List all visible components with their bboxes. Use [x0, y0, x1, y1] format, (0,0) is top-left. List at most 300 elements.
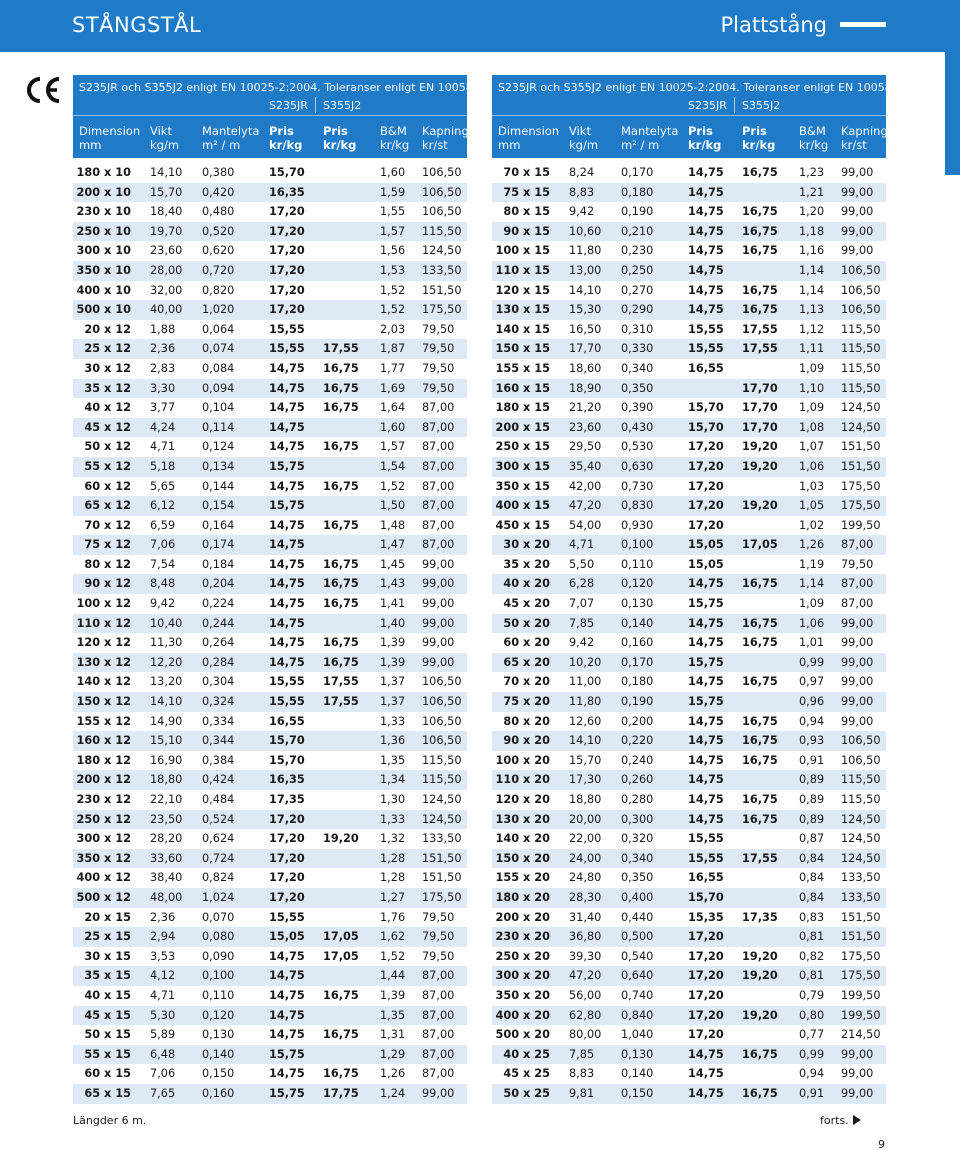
cell-vikt: 5,65	[150, 479, 176, 493]
table-row	[492, 398, 886, 418]
cell-bm: 0,96	[799, 695, 825, 709]
cell-kapning: 151,50	[841, 930, 881, 944]
cell-pris-s355: 16,75	[323, 518, 359, 532]
cell-kapning: 124,50	[422, 244, 462, 258]
cell-pris-s235: 17,20	[269, 224, 305, 238]
table-row	[73, 594, 467, 614]
cell-kapning: 99,00	[422, 636, 455, 650]
cell-pris-s235: 17,20	[688, 479, 724, 493]
table-row	[73, 574, 467, 594]
cell-bm: 1,27	[380, 890, 406, 904]
table-row	[492, 653, 886, 673]
cell-mantelyta: 0,094	[202, 381, 235, 395]
cell-dimension: 80 x 12	[84, 557, 131, 571]
cell-mantelyta: 0,430	[621, 420, 654, 434]
cell-mantelyta: 0,180	[621, 185, 654, 199]
cell-kapning: 87,00	[422, 988, 455, 1002]
cell-bm: 1,69	[380, 381, 406, 395]
cell-dimension: 60 x 12	[84, 479, 131, 493]
cell-pris-s355: 16,75	[742, 636, 778, 650]
cell-bm: 1,76	[380, 910, 406, 924]
col-mantelyta: Mantelyta m² / m	[202, 124, 260, 152]
cell-kapning: 124,50	[841, 832, 881, 846]
cell-vikt: 13,20	[150, 675, 183, 689]
cell-bm: 1,55	[380, 205, 406, 219]
cell-kapning: 106,50	[422, 734, 462, 748]
table-row	[73, 555, 467, 575]
cell-dimension: 70 x 20	[503, 675, 550, 689]
cell-bm: 1,36	[380, 734, 406, 748]
cell-kapning: 115,50	[841, 381, 881, 395]
cell-dimension: 400 x 10	[76, 283, 131, 297]
cell-bm: 1,14	[799, 577, 825, 591]
cell-mantelyta: 0,154	[202, 499, 235, 513]
table-row	[73, 633, 467, 653]
cell-vikt: 4,24	[150, 420, 176, 434]
cell-pris-s235: 14,75	[269, 420, 305, 434]
cell-mantelyta: 0,740	[621, 988, 654, 1002]
cell-kapning: 106,50	[841, 734, 881, 748]
cell-mantelyta: 0,270	[621, 283, 654, 297]
cell-dimension: 45 x 25	[503, 1067, 550, 1081]
cell-bm: 1,30	[380, 793, 406, 806]
cell-bm: 1,26	[380, 1067, 406, 1081]
cell-dimension: 35 x 20	[503, 557, 550, 571]
cell-vikt: 40,00	[150, 303, 183, 317]
cell-pris-s355: 19,20	[742, 949, 778, 963]
cell-pris-s235: 14,75	[688, 244, 724, 258]
cell-pris-s235: 15,70	[269, 734, 305, 748]
cell-mantelyta: 0,440	[621, 910, 654, 924]
cell-dimension: 140 x 15	[495, 322, 550, 336]
cell-kapning: 87,00	[422, 440, 455, 454]
cell-pris-s235: 14,75	[688, 166, 724, 179]
table-row	[73, 477, 467, 497]
cell-pris-s235: 15,55	[688, 342, 724, 356]
cell-bm: 1,06	[799, 459, 825, 473]
cell-dimension: 80 x 15	[503, 205, 550, 219]
cell-dimension: 20 x 12	[84, 322, 131, 336]
cell-dimension: 250 x 15	[495, 440, 550, 454]
cell-mantelyta: 0,120	[621, 577, 654, 591]
cell-dimension: 35 x 12	[84, 381, 131, 395]
cell-bm: 1,77	[380, 361, 406, 375]
table-row	[73, 653, 467, 673]
cell-bm: 1,56	[380, 244, 406, 258]
cell-vikt: 14,10	[569, 283, 602, 297]
cell-pris-s355: 16,75	[742, 793, 778, 806]
cell-mantelyta: 0,930	[621, 518, 654, 532]
header-divider	[492, 115, 886, 116]
cell-mantelyta: 0,170	[621, 166, 654, 179]
cell-vikt: 18,40	[150, 205, 183, 219]
cell-vikt: 10,20	[569, 655, 602, 669]
cell-pris-s235: 15,75	[269, 1047, 305, 1061]
cell-vikt: 9,42	[569, 205, 595, 219]
section-title: STÅNGSTÅL	[72, 13, 202, 37]
cell-vikt: 9,81	[569, 1086, 595, 1100]
cell-bm: 1,19	[799, 557, 825, 571]
table-row	[492, 633, 886, 653]
cell-dimension: 50 x 25	[503, 1086, 550, 1100]
cell-bm: 0,84	[799, 890, 825, 904]
cell-bm: 1,41	[380, 597, 406, 611]
cell-bm: 1,52	[380, 479, 406, 493]
cell-pris-s235: 17,20	[688, 930, 724, 944]
cell-dimension: 45 x 20	[503, 597, 550, 611]
col-pris-s235: Pris kr/kg	[688, 124, 722, 152]
cell-pris-s355: 16,75	[742, 303, 778, 317]
table-row	[492, 241, 886, 261]
cell-dimension: 250 x 12	[76, 812, 131, 826]
table-row	[492, 888, 886, 908]
cell-pris-s235: 17,35	[269, 793, 305, 806]
table-row	[492, 790, 886, 810]
table-row	[73, 437, 467, 457]
cell-pris-s235: 14,75	[269, 1067, 305, 1081]
cell-dimension: 60 x 15	[84, 1067, 131, 1081]
cell-mantelyta: 0,624	[202, 832, 235, 846]
cell-vikt: 7,85	[569, 616, 595, 630]
cell-bm: 1,52	[380, 283, 406, 297]
cell-bm: 0,83	[799, 910, 825, 924]
standard-note: S235JR och S355J2 enligt EN 10025-2:2004. Toleranser enligt EN 10058	[498, 81, 892, 94]
cell-pris-s355: 16,75	[742, 205, 778, 219]
cell-vikt: 7,07	[569, 597, 595, 611]
cell-pris-s355: 16,75	[323, 440, 359, 454]
cell-bm: 1,60	[380, 420, 406, 434]
table-body-right	[492, 163, 886, 1104]
cell-pris-s235: 17,20	[269, 851, 305, 865]
cell-mantelyta: 0,300	[621, 812, 654, 826]
page-number: 9	[878, 1138, 885, 1151]
cell-kapning: 99,00	[422, 616, 455, 630]
cell-vikt: 24,80	[569, 871, 602, 885]
table-row	[73, 614, 467, 634]
cell-bm: 1,06	[799, 616, 825, 630]
table-row	[73, 1006, 467, 1026]
cell-pris-s355: 16,75	[742, 616, 778, 630]
cell-pris-s355: 16,75	[323, 361, 359, 375]
price-table-left	[73, 75, 473, 1104]
cell-mantelyta: 0,204	[202, 577, 235, 591]
cell-kapning: 79,50	[422, 342, 455, 356]
cell-bm: 1,52	[380, 949, 406, 963]
cell-kapning: 99,00	[841, 1067, 874, 1081]
cell-mantelyta: 0,220	[621, 734, 654, 748]
cell-vikt: 4,71	[150, 988, 176, 1002]
cell-vikt: 7,85	[569, 1047, 595, 1061]
cell-bm: 0,84	[799, 871, 825, 885]
cell-pris-s235: 15,55	[269, 675, 305, 689]
cell-bm: 0,91	[799, 1086, 825, 1100]
cell-vikt: 8,83	[569, 185, 595, 199]
cell-kapning: 175,50	[841, 949, 881, 963]
cell-kapning: 87,00	[422, 1047, 455, 1061]
table-row	[492, 947, 886, 967]
cell-pris-s235: 14,75	[688, 773, 724, 787]
cell-pris-s355: 17,55	[742, 342, 778, 356]
cell-pris-s355: 19,20	[742, 499, 778, 513]
table-row	[73, 281, 467, 301]
grade-s355j2: S355J2	[742, 99, 781, 112]
col-vikt: Vikt kg/m	[150, 124, 180, 152]
cell-bm: 1,37	[380, 675, 406, 689]
cell-kapning: 99,00	[422, 1086, 455, 1100]
cell-vikt: 9,42	[150, 597, 176, 611]
cell-pris-s235: 17,20	[269, 812, 305, 826]
table-row	[73, 986, 467, 1006]
table-row	[73, 261, 467, 281]
table-row	[73, 672, 467, 692]
cell-vikt: 9,42	[569, 636, 595, 650]
cell-mantelyta: 0,324	[202, 695, 235, 709]
cell-pris-s355: 16,75	[323, 636, 359, 650]
cell-dimension: 180 x 12	[76, 753, 131, 767]
table-row	[492, 966, 886, 986]
cell-bm: 1,13	[799, 303, 825, 317]
cell-mantelyta: 0,200	[621, 714, 654, 728]
cell-vikt: 17,30	[569, 773, 602, 787]
cell-vikt: 14,10	[569, 734, 602, 748]
cell-dimension: 350 x 20	[495, 988, 550, 1002]
table-row	[492, 986, 886, 1006]
cell-pris-s235: 15,75	[688, 655, 724, 669]
table-row	[73, 1064, 467, 1084]
cell-kapning: 87,00	[422, 1028, 455, 1042]
cell-pris-s355: 16,75	[323, 1028, 359, 1042]
table-row	[73, 1025, 467, 1045]
cell-bm: 0,99	[799, 655, 825, 669]
cell-pris-s355: 17,75	[323, 1086, 359, 1100]
cell-dimension: 65 x 12	[84, 499, 131, 513]
cell-dimension: 25 x 12	[84, 342, 131, 356]
cell-mantelyta: 0,130	[621, 597, 654, 611]
cell-dimension: 155 x 12	[76, 714, 131, 728]
cell-pris-s355: 17,35	[742, 910, 778, 924]
cell-bm: 1,47	[380, 538, 406, 552]
cell-dimension: 70 x 12	[84, 518, 131, 532]
cell-pris-s235: 17,20	[269, 890, 305, 904]
cell-pris-s235: 15,05	[688, 557, 724, 571]
cell-mantelyta: 0,344	[202, 734, 235, 748]
cell-pris-s355: 17,05	[742, 538, 778, 552]
cell-vikt: 28,30	[569, 890, 602, 904]
cell-dimension: 140 x 20	[495, 832, 550, 846]
cell-pris-s235: 15,75	[269, 1086, 305, 1100]
cell-kapning: 87,00	[841, 538, 874, 552]
col-kapning: Kapning kr/st	[841, 124, 888, 152]
cell-kapning: 115,50	[841, 793, 881, 806]
table-row	[492, 477, 886, 497]
cell-vikt: 18,90	[569, 381, 602, 395]
cell-pris-s235: 17,20	[688, 440, 724, 454]
table-row	[73, 731, 467, 751]
cell-kapning: 87,00	[422, 420, 455, 434]
cell-pris-s235: 14,75	[688, 616, 724, 630]
cell-vikt: 22,10	[150, 793, 183, 806]
cell-kapning: 79,50	[422, 381, 455, 395]
cell-kapning: 133,50	[841, 871, 881, 885]
cell-mantelyta: 0,110	[621, 557, 654, 571]
cell-mantelyta: 0,130	[202, 1028, 235, 1042]
cell-pris-s235: 15,05	[269, 930, 305, 944]
cell-dimension: 300 x 15	[495, 459, 550, 473]
cell-dimension: 50 x 15	[84, 1028, 131, 1042]
cell-vikt: 5,89	[150, 1028, 176, 1042]
cell-pris-s235: 17,20	[688, 988, 724, 1002]
col-kapning: Kapning kr/st	[422, 124, 469, 152]
cell-pris-s235: 14,75	[269, 479, 305, 493]
cell-bm: 1,28	[380, 851, 406, 865]
cell-mantelyta: 0,484	[202, 793, 235, 806]
cell-kapning: 87,00	[841, 597, 874, 611]
cell-pris-s235: 15,75	[688, 597, 724, 611]
table-row	[73, 692, 467, 712]
cell-bm: 1,07	[799, 440, 825, 454]
cell-mantelyta: 0,110	[202, 988, 235, 1002]
cell-vikt: 3,30	[150, 381, 176, 395]
cell-mantelyta: 0,640	[621, 969, 654, 983]
cell-vikt: 10,60	[569, 224, 602, 238]
cell-bm: 0,82	[799, 949, 825, 963]
table-header	[73, 75, 473, 158]
cell-bm: 1,40	[380, 616, 406, 630]
cell-mantelyta: 1,020	[202, 303, 235, 317]
cell-vikt: 12,20	[150, 655, 183, 669]
cell-dimension: 200 x 15	[495, 420, 550, 434]
cell-bm: 1,35	[380, 1008, 406, 1022]
cell-mantelyta: 0,320	[621, 832, 654, 846]
cell-vikt: 31,40	[569, 910, 602, 924]
cell-bm: 1,62	[380, 930, 406, 944]
table-row	[73, 810, 467, 830]
cell-dimension: 40 x 20	[503, 577, 550, 591]
cell-mantelyta: 0,334	[202, 714, 235, 728]
table-row	[492, 339, 886, 359]
cell-pris-s235: 14,75	[688, 224, 724, 238]
cell-kapning: 99,00	[422, 597, 455, 611]
cell-pris-s235: 14,75	[688, 205, 724, 219]
cell-vikt: 8,83	[569, 1067, 595, 1081]
cell-dimension: 250 x 10	[76, 224, 131, 238]
cell-kapning: 79,50	[422, 949, 455, 963]
cell-kapning: 99,00	[841, 166, 874, 179]
cell-pris-s235: 14,75	[688, 734, 724, 748]
cell-bm: 1,39	[380, 636, 406, 650]
cell-kapning: 87,00	[422, 479, 455, 493]
cell-dimension: 160 x 12	[76, 734, 131, 748]
cell-pris-s235: 17,20	[269, 244, 305, 258]
price-table-right	[492, 75, 892, 1104]
cell-pris-s355: 17,70	[742, 401, 778, 415]
cell-pris-s235: 14,75	[688, 675, 724, 689]
cell-dimension: 200 x 10	[76, 185, 131, 199]
cell-vikt: 8,48	[150, 577, 176, 591]
cell-pris-s235: 17,20	[688, 1028, 724, 1042]
cell-pris-s235: 15,55	[269, 342, 305, 356]
cell-mantelyta: 0,084	[202, 361, 235, 375]
cell-kapning: 115,50	[422, 773, 462, 787]
cell-dimension: 100 x 20	[495, 753, 550, 767]
cell-vikt: 28,20	[150, 832, 183, 846]
cell-pris-s355: 16,75	[323, 577, 359, 591]
table-row	[73, 398, 467, 418]
cell-kapning: 99,00	[841, 205, 874, 219]
cell-dimension: 400 x 15	[495, 499, 550, 513]
cell-bm: 1,37	[380, 695, 406, 709]
cell-bm: 1,50	[380, 499, 406, 513]
cell-dimension: 200 x 20	[495, 910, 550, 924]
cell-mantelyta: 0,260	[621, 773, 654, 787]
cell-pris-s235: 17,20	[269, 283, 305, 297]
cell-mantelyta: 0,130	[621, 1047, 654, 1061]
cell-dimension: 65 x 20	[503, 655, 550, 669]
cell-dimension: 80 x 20	[503, 714, 550, 728]
cell-bm: 1,05	[799, 499, 825, 513]
cell-vikt: 47,20	[569, 969, 602, 983]
cell-pris-s235: 15,75	[269, 499, 305, 513]
cell-pris-s235: 14,75	[688, 303, 724, 317]
cell-kapning: 175,50	[841, 969, 881, 983]
cell-pris-s235: 15,55	[688, 851, 724, 865]
cell-bm: 1,53	[380, 263, 406, 277]
cell-kapning: 99,00	[841, 224, 874, 238]
cell-kapning: 79,50	[422, 930, 455, 944]
table-row	[492, 908, 886, 928]
cell-mantelyta: 0,280	[621, 793, 654, 806]
cell-bm: 0,77	[799, 1028, 825, 1042]
cell-pris-s235: 16,55	[269, 714, 305, 728]
table-row	[73, 947, 467, 967]
table-row	[73, 359, 467, 379]
cell-kapning: 87,00	[422, 969, 455, 983]
cell-mantelyta: 0,090	[202, 949, 235, 963]
col-pris-s355: Pris kr/kg	[742, 124, 776, 152]
cell-dimension: 400 x 20	[495, 1008, 550, 1022]
cell-pris-s355: 16,75	[742, 1047, 778, 1061]
cell-mantelyta: 0,420	[202, 185, 235, 199]
cell-mantelyta: 0,384	[202, 753, 235, 767]
cell-dimension: 40 x 15	[84, 988, 131, 1002]
cell-mantelyta: 0,150	[202, 1067, 235, 1081]
cell-bm: 1,14	[799, 283, 825, 297]
table-row	[492, 1025, 886, 1045]
cell-vikt: 13,00	[569, 263, 602, 277]
cell-dimension: 90 x 15	[503, 224, 550, 238]
cell-pris-s235: 14,75	[269, 577, 305, 591]
col-pris-s235: Pris kr/kg	[269, 124, 303, 152]
cell-dimension: 300 x 10	[76, 244, 131, 258]
cell-kapning: 87,00	[422, 538, 455, 552]
cell-mantelyta: 0,264	[202, 636, 235, 650]
cell-vikt: 14,10	[150, 695, 183, 709]
cell-pris-s235: 15,70	[269, 753, 305, 767]
cell-dimension: 155 x 15	[495, 361, 550, 375]
cell-dimension: 140 x 12	[76, 675, 131, 689]
cell-mantelyta: 0,290	[621, 303, 654, 317]
cell-kapning: 87,00	[422, 401, 455, 415]
cell-pris-s235: 15,75	[688, 695, 724, 709]
cell-kapning: 115,50	[841, 342, 881, 356]
cell-bm: 1,59	[380, 185, 406, 199]
cell-mantelyta: 0,824	[202, 871, 235, 885]
cell-kapning: 79,50	[422, 910, 455, 924]
table-row	[492, 574, 886, 594]
cell-dimension: 45 x 15	[84, 1008, 131, 1022]
cell-kapning: 115,50	[841, 322, 881, 336]
cell-kapning: 99,00	[422, 557, 455, 571]
